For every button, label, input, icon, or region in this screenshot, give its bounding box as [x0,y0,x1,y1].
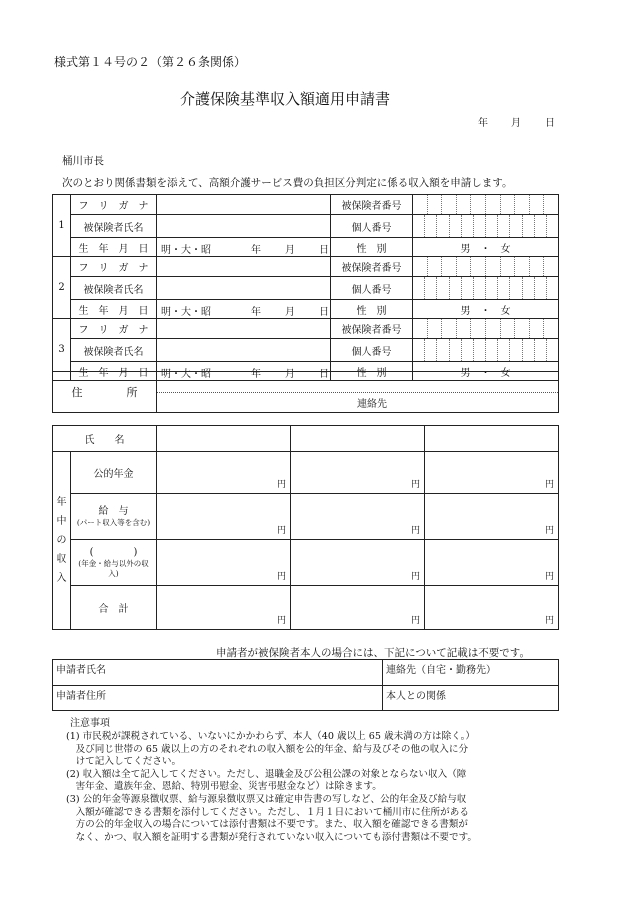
note-line: 方の公的年金収入の場合については添付書類は不要です。また、収入額を確認できる書類が [66,819,468,831]
insured-number-field[interactable] [413,195,559,215]
applicant-relation-label: 本人との関係 [386,691,446,702]
person-number: 3 [53,319,71,381]
form-number: 様式第１４号の２（第２６条関係） [54,55,247,69]
applicant-note: 申請者が被保険者本人の場合には、下記について記載は不要です。 [216,647,530,659]
total-label: 合 計 [71,586,157,630]
addressee: 桶川市長 [62,155,104,167]
date-year: 年 [478,118,488,129]
era-options[interactable]: 明・大・昭 [161,369,211,380]
pension-label: 公的年金 [71,452,157,494]
other-income-label: ( ) (年金・給与以外の収入) [71,540,157,586]
insured-number-label: 被保険者番号 [331,319,413,339]
income-name-field-2[interactable] [291,426,425,452]
pension-amount-1[interactable]: 円 [157,452,291,494]
total-amount-3[interactable]: 円 [425,586,559,630]
note-line: (1) 市民税が課税されている、いないにかかわらず、本人（40 歳以上 65 歳未満の方は除く。） [66,731,476,742]
birthdate-label: 生 年 月 日 [71,300,157,319]
note-line: (2) 収入額は全て記入してください。ただし、退職金及び公租公課の対象とならない収入（障 [66,768,467,780]
total-amount-2[interactable]: 円 [291,586,425,630]
birth-day-unit: 日 [319,369,329,380]
note-line: なく、かつ、収入額を証明する書類が発行されていない収入についても添付書類は不要です。 [66,831,477,843]
applicant-table [52,659,559,711]
applicant-address-label: 申請者住所 [56,691,106,702]
sex-options[interactable]: 男 ・ 女 [413,238,559,257]
note-line: 害年金、遺族年金、恩給、特別弔慰金、災害弔慰金など）は除きます。 [66,781,382,793]
salary-amount-1[interactable]: 円 [157,494,291,540]
applicant-address-field[interactable] [53,686,383,711]
person-number: 2 [53,257,71,319]
birth-month-unit: 月 [285,245,295,256]
form-title: 介護保険基準収入額適用申請書 [180,90,391,108]
insured-number-label: 被保険者番号 [331,257,413,277]
person-number: 1 [53,195,71,257]
income-name-field-3[interactable] [425,426,559,452]
insured-name-label: 被保険者氏名 [71,277,157,300]
furigana-label: フ リ ガ ナ [71,195,157,215]
income-name-field-1[interactable] [157,426,291,452]
address-label: 住 所 [53,372,157,413]
applicant-name-field[interactable] [53,660,383,686]
furigana-label: フ リ ガ ナ [71,319,157,339]
sex-label: 性 別 [331,238,413,257]
side-label-char: 収 [56,554,67,565]
birth-year-unit: 年 [251,307,261,318]
side-label-char: の [56,535,67,546]
insured-number-field[interactable] [413,257,559,277]
salary-amount-2[interactable]: 円 [291,494,425,540]
personal-number-field[interactable] [413,277,559,300]
date-day: 日 [545,118,555,129]
era-options[interactable]: 明・大・昭 [161,307,211,318]
birth-month-unit: 月 [285,369,295,380]
sex-label: 性 別 [331,362,413,381]
note-line: (3) 公的年金等源泉徴収票、給与源泉徴収票又は確定申告書の写しなど、公的年金及び給与収 [66,794,467,805]
other-amount-2[interactable]: 円 [291,540,425,586]
side-label-char: 年 [56,497,67,508]
pension-amount-3[interactable]: 円 [425,452,559,494]
furigana-field[interactable] [157,257,331,277]
side-label-char: 入 [56,573,67,584]
birthdate-label: 生 年 月 日 [71,238,157,257]
pension-amount-2[interactable]: 円 [291,452,425,494]
insured-name-field[interactable] [157,339,331,362]
applicant-name-label: 申請者氏名 [56,665,106,676]
total-amount-1[interactable]: 円 [157,586,291,630]
income-table [52,425,559,630]
personal-number-label: 個人番号 [331,339,413,362]
birth-year-unit: 年 [251,369,261,380]
applicant-contact-field[interactable] [383,660,559,686]
other-amount-1[interactable]: 円 [157,540,291,586]
side-label-char: 中 [56,516,67,527]
birthdate-field[interactable] [157,238,331,257]
intro-text: 次のとおり関係書類を添えて、高額介護サービス費の負担区分判定に係る収入額を申請します。 [62,177,513,189]
birth-month-unit: 月 [285,307,295,318]
annual-income-side-label [53,452,71,630]
furigana-field[interactable] [157,195,331,215]
sex-options[interactable]: 男 ・ 女 [413,362,559,381]
note-line: けて記入してください。 [66,756,182,768]
salary-amount-3[interactable]: 円 [425,494,559,540]
insured-number-label: 被保険者番号 [331,195,413,215]
date-month: 月 [511,118,521,129]
personal-number-label: 個人番号 [331,215,413,238]
insured-name-field[interactable] [157,277,331,300]
birth-day-unit: 日 [319,245,329,256]
personal-number-label: 個人番号 [331,277,413,300]
salary-label: 給 与 (パート収入等を含む) [71,494,157,540]
insured-table [52,194,559,381]
note-line: 及び同じ世帯の 65 歳以上の方のそれぞれの収入額を公的年金、給与及びその他の収入に分 [66,743,469,755]
insured-name-field[interactable] [157,215,331,238]
furigana-field[interactable] [157,319,331,339]
address-field[interactable] [157,372,559,413]
address-table [52,371,559,413]
insured-number-field[interactable] [413,319,559,339]
income-name-label: 氏 名 [53,426,157,452]
sex-label: 性 別 [331,300,413,319]
birthdate-label: 生 年 月 日 [71,362,157,381]
other-amount-3[interactable]: 円 [425,540,559,586]
personal-number-field[interactable] [413,339,559,362]
era-options[interactable]: 明・大・昭 [161,245,211,256]
notes-heading: 注意事項 [70,718,110,729]
birth-year-unit: 年 [251,245,261,256]
birthdate-field[interactable] [157,300,331,319]
applicant-relation-field[interactable] [383,686,559,711]
sex-options[interactable]: 男 ・ 女 [413,300,559,319]
insured-name-label: 被保険者氏名 [71,339,157,362]
applicant-contact-label: 連絡先（自宅・勤務先） [386,665,496,676]
note-line: 入額が確認できる書類を添付してください。ただし、１月１日において桶川市に住所がある [66,806,469,818]
furigana-label: フ リ ガ ナ [71,257,157,277]
birth-day-unit: 日 [319,307,329,318]
address-contact-label: 連絡先 [357,399,387,410]
personal-number-field[interactable] [413,215,559,238]
insured-name-label: 被保険者氏名 [71,215,157,238]
